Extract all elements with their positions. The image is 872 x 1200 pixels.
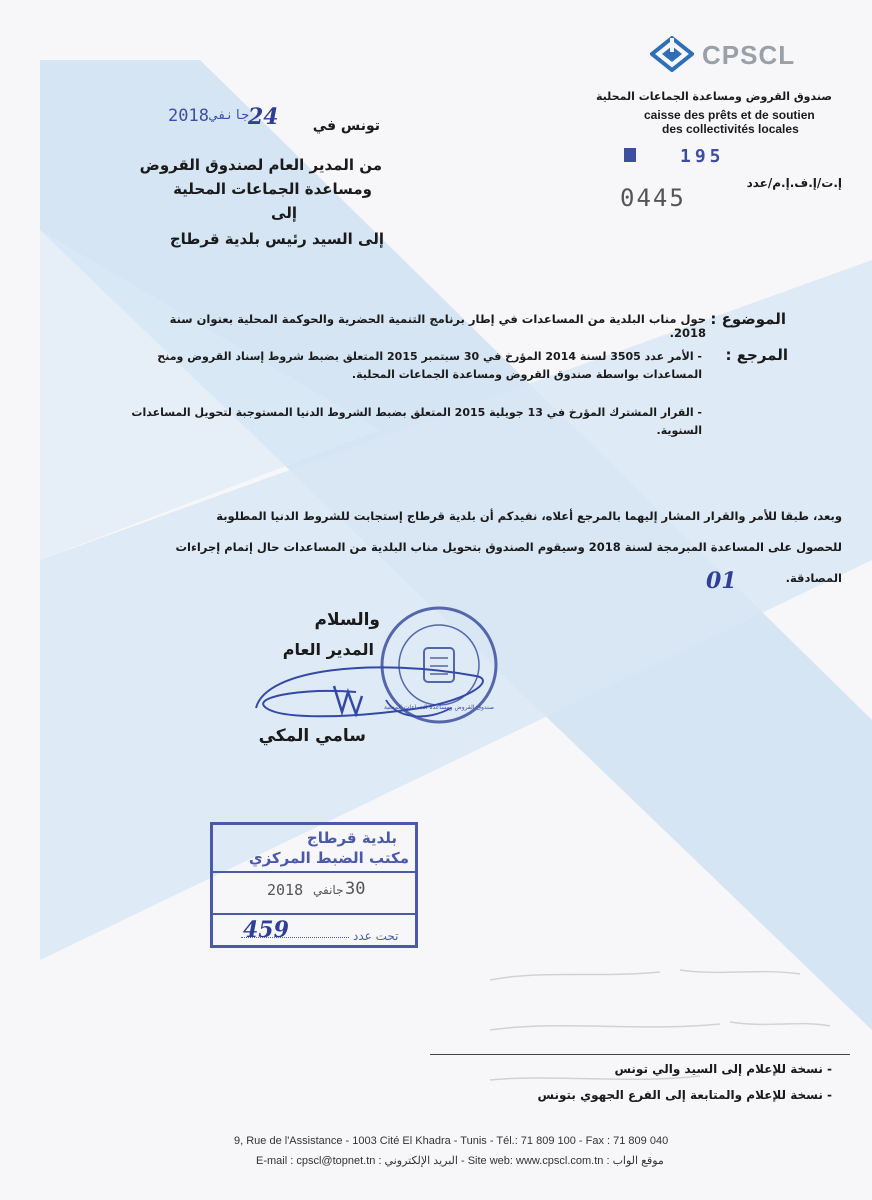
copy-line-2: - نسخة للإعلام والمتابعة إلى الفرع الجهوي بتونس bbox=[537, 1088, 832, 1102]
to-word: إلى bbox=[271, 204, 297, 222]
ref-item-2-line-2: السنوية. bbox=[656, 424, 702, 437]
to-line: إلى السيد رئيس بلدية قرطاج bbox=[169, 230, 384, 248]
body-line-2: للحصول على المساعدة المبرمجة لسنة 2018 وسيقوم الصندوق بتحويل مناب البلدية من المساعدات حال إتمام إجراءات bbox=[175, 540, 842, 554]
subject-label: الموضوع : bbox=[710, 310, 786, 328]
org-name-french-2: des collectivités locales bbox=[662, 122, 799, 136]
body-line-3: المصادقة. bbox=[785, 571, 842, 585]
receipt-number: 459 bbox=[243, 917, 289, 943]
org-name-arabic: صندوق القروض ومساعدة الجماعات المحلية bbox=[596, 90, 832, 103]
receipt-stamp-line-1: بلدية قرطاج bbox=[306, 829, 397, 847]
receipt-number-label: تحت عدد bbox=[353, 929, 399, 943]
faint-handwriting bbox=[480, 950, 840, 1130]
org-logo bbox=[650, 36, 820, 76]
copy-line-1: - نسخة للإعلام إلى السيد والي تونس bbox=[614, 1062, 832, 1076]
receipt-stamp bbox=[210, 822, 418, 948]
subject-text: حول مناب البلدية من المساعدات في إطار برنامج التنمية الحضرية والحوكمة المحلية بعنوان سنة 2018. bbox=[169, 312, 706, 340]
org-name-french-1: caisse des prêts et de soutien bbox=[644, 108, 815, 122]
reference-top-number: 195 bbox=[680, 146, 725, 167]
signatory-title: المدير العام bbox=[282, 640, 374, 659]
date-year: 2018 bbox=[168, 106, 209, 126]
receipt-number-dots bbox=[241, 937, 349, 938]
date-month: جانفي bbox=[210, 108, 250, 123]
date-day: 24 bbox=[248, 104, 279, 130]
from-line-2: ومساعدة الجماعات المحلية bbox=[173, 180, 372, 198]
date-line bbox=[160, 104, 380, 134]
from-line-1: من المدير العام لصندوق القروض bbox=[139, 156, 382, 174]
receipt-date-year: 2018 bbox=[267, 881, 304, 899]
closing-salutation: والسلام bbox=[314, 610, 380, 630]
seal-text: صندوق القروض ومساعدة الجماعات المحلية bbox=[384, 704, 494, 711]
receipt-stamp-line-2: مكتب الضبط المركزي bbox=[248, 849, 409, 867]
body-line-1: وبعد، طبقا للأمر والقرار المشار إليهما بالمرجع أعلاه، نفيدكم أن بلدية قرطاج إستجابت للشروط الدنيا المطلوبة bbox=[216, 509, 842, 523]
footer-address: 9, Rue de l'Assistance - 1003 Cité El Khadra - Tunis - Tél.: 71 809 100 - Fax : 71 809 040 bbox=[234, 1135, 669, 1147]
date-prefix: تونس في bbox=[312, 118, 380, 134]
cpscl-logo-icon bbox=[650, 36, 694, 72]
ref-item-2-line-1: - القرار المشترك المؤرخ في 13 جويلية 2015 المتعلق بضبط الشروط الدنيا المستوجبة لتحويل المساعدات bbox=[131, 406, 702, 419]
receipt-date-month: جانفي bbox=[313, 883, 344, 897]
receipt-date-day: 30 bbox=[345, 879, 366, 899]
ref-item-1-line-1: - الأمر عدد 3505 لسنة 2014 المؤرخ في 30 سبتمبر 2015 المتعلق بضبط شروط إسناد القروض ومنح bbox=[157, 350, 702, 363]
reference-label: إ.ت/إ.ف.إ.م/عدد bbox=[746, 176, 842, 190]
refs-label: المرجع : bbox=[725, 346, 788, 364]
signatory-name: سامي المكي bbox=[258, 726, 366, 746]
footer-contact: E-mail : cpscl@topnet.tn : البريد الإلكتروني - Site web: www.cpscl.com.tn : موقع الواب bbox=[256, 1155, 664, 1167]
copies-divider bbox=[430, 1054, 850, 1055]
body-annotation: 01 bbox=[706, 568, 737, 594]
handwritten-signature bbox=[236, 648, 506, 738]
logo-text: CPSCL bbox=[702, 40, 796, 70]
ref-item-1-line-2: المساعدات بواسطة صندوق القروض ومساعدة الجماعات المحلية. bbox=[351, 368, 702, 381]
reference-top-mark bbox=[624, 148, 636, 162]
reference-number: 0445 bbox=[620, 184, 686, 212]
